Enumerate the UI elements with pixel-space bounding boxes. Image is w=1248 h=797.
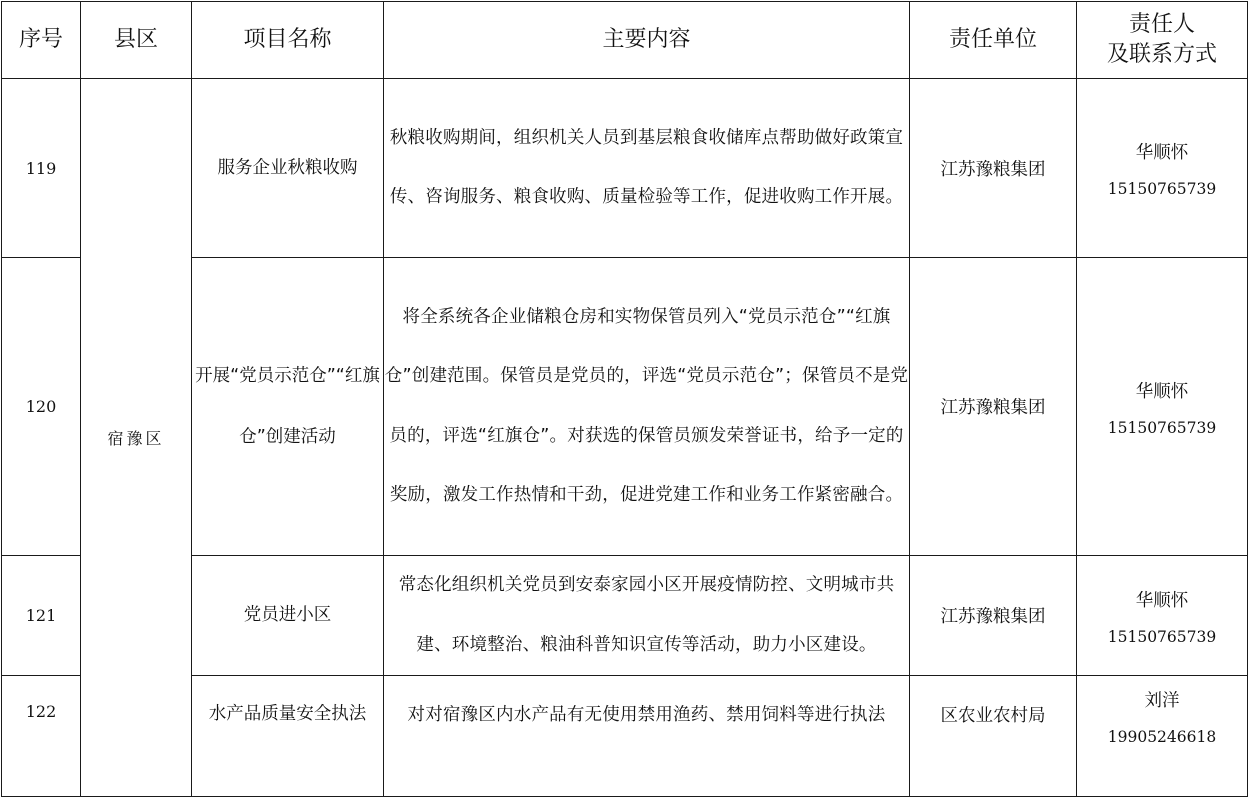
person-phone: 19905246618 — [1107, 728, 1217, 746]
unit-cell: 江苏豫粮集团 — [910, 79, 1077, 258]
unit-cell: 江苏豫粮集团 — [910, 556, 1077, 676]
person-phone: 15150765739 — [1107, 627, 1217, 646]
project-cell: 水产品质量安全执法 — [192, 676, 384, 797]
table-header-row — [2, 2, 1248, 79]
header-seq: 序号 — [2, 2, 81, 79]
header-content: 主要内容 — [384, 2, 910, 79]
person-cell — [1077, 676, 1248, 797]
header-project: 项目名称 — [192, 2, 384, 79]
person-name: 刘洋 — [1144, 691, 1180, 711]
person-cell — [1077, 258, 1248, 556]
seq-cell: 120 — [2, 258, 81, 556]
person-phone: 15150765739 — [1107, 180, 1217, 198]
project-cell: 服务企业秋粮收购 — [192, 79, 384, 258]
person-cell — [1077, 79, 1248, 258]
project-cell: 党员进小区 — [192, 556, 384, 676]
content-cell: 秋粮收购期间，组织机关人员到基层粮食收储库点帮助做好政策宣传、咨询服务、粮食收购、质量检验等工作，促进收购工作开展。 — [384, 79, 910, 258]
responsibility-table — [1, 1, 1248, 797]
person-name: 华顺怀 — [1135, 381, 1189, 402]
seq-cell: 119 — [2, 79, 81, 258]
seq-cell: 121 — [2, 556, 81, 676]
project-cell: 开展“党员示范仓”“红旗仓”创建活动 — [192, 258, 384, 556]
header-person — [1077, 2, 1248, 79]
header-unit: 责任单位 — [910, 2, 1077, 79]
header-county: 县区 — [81, 2, 192, 79]
person-name: 华顺怀 — [1135, 143, 1189, 163]
seq-cell: 122 — [2, 676, 81, 797]
content-cell: 将全系统各企业储粮仓房和实物保管员列入“党员示范仓”“红旗仓”创建范围。保管员是党员的，评选“党员示范仓”；保管员不是党员的，评选“红旗仓”。对获选的保管员颁发荣誉证书，给予一定的奖励，激发工作热情和干劲，促进党建工作和业务工作紧密融合。 — [384, 258, 910, 556]
table-row — [2, 79, 1248, 258]
content-cell: 常态化组织机关党员到安泰家园小区开展疫情防控、文明城市共建、环境整治、粮油科普知识宣传等活动，助力小区建设。 — [384, 556, 910, 676]
content-cell: 对对宿豫区内水产品有无使用禁用渔药、禁用饲料等进行执法 — [384, 676, 910, 797]
unit-cell: 江苏豫粮集团 — [910, 258, 1077, 556]
county-cell: 宿豫区 — [81, 79, 192, 797]
person-name: 华顺怀 — [1135, 590, 1189, 611]
person-phone: 15150765739 — [1107, 418, 1217, 437]
person-cell — [1077, 556, 1248, 676]
unit-cell: 区农业农村局 — [910, 676, 1077, 797]
header-person-line1: 责任人 — [1128, 12, 1195, 37]
header-person-line2: 及联系方式 — [1106, 42, 1217, 67]
